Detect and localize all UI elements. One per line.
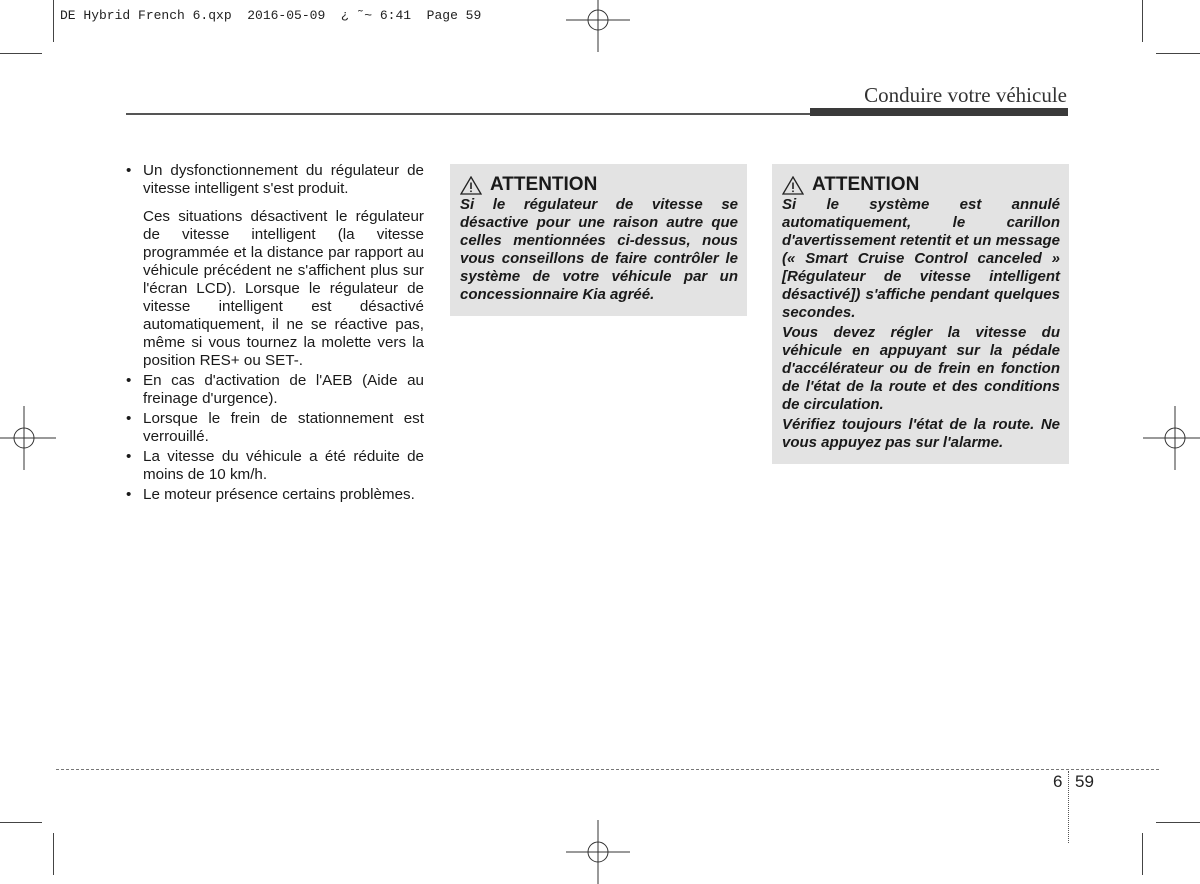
attention-text: Si le système est annulé automatiquement, le carillon d'avertissement retentit et un message (« Smart Cruise Control canceled » [Régulateur de vitesse intelligent désactivé]) s'affiche pendant quelques secondes. (782, 196, 1060, 321)
attention-box (450, 164, 747, 316)
crop-mark (1142, 833, 1143, 875)
crop-mark (1142, 0, 1143, 42)
footer-rule (56, 769, 1159, 770)
header-rule (126, 113, 810, 115)
warning-triangle-icon (782, 176, 804, 195)
warning-triangle-icon (460, 176, 482, 195)
bullet-list (126, 372, 424, 504)
left-column (126, 162, 424, 506)
attention-text: Vérifiez toujours l'état de la route. Ne vous appuyez pas sur l'alarme. (782, 416, 1060, 451)
page-number-divider (1068, 771, 1069, 843)
print-slug: DE Hybrid French 6.qxp 2016-05-09 ¿ ˜~ 6:41 Page 59 (60, 8, 482, 23)
crop-mark (0, 53, 42, 54)
list-item: • En cas d'activation de l'AEB (Aide au freinage d'urgence). (126, 372, 424, 407)
page-number: 59 (1075, 772, 1094, 791)
crop-mark (53, 0, 54, 42)
crop-mark (53, 833, 54, 875)
crop-mark (1156, 822, 1200, 823)
attention-text: Vous devez régler la vitesse du véhicule en appuyant sur la pédale d'accélérateur ou de frein en fonction de l'état de la route et des conditions de circulation. (782, 324, 1060, 413)
registration-mark-icon (566, 0, 630, 52)
running-title: Conduire votre véhicule (864, 83, 1067, 107)
bullet-list (126, 162, 424, 198)
attention-heading (782, 174, 1060, 196)
attention-title: ATTENTION (812, 174, 920, 195)
attention-text: Si le régulateur de vitesse se désactive pour une raison autre que celles mentionnées ci-dessus, nous vous conseillons de faire contrôler le système de votre véhicule par un concessionnaire Kia agréé. (460, 196, 738, 303)
attention-heading (460, 174, 738, 196)
attention-box (772, 164, 1069, 464)
body-paragraph: Ces situations désactivent le régulateur de vitesse intelligent (la vitesse programmée et la distance par rapport au véhicule précédent ne s'affichent plus sur l'écran LCD). Lorsque le régulateur de vitesse intelligent est désactivé automatiquement, il ne se réactive pas, même si vous tournez la molette vers la position RES+ ou SET-. (143, 208, 424, 369)
list-item: • Le moteur présence certains problèmes. (126, 486, 415, 503)
crop-mark (1156, 53, 1200, 54)
list-item: • Lorsque le frein de stationnement est verrouillé. (126, 410, 424, 445)
list-item: • La vitesse du véhicule a été réduite de moins de 10 km/h. (126, 448, 424, 483)
header-bar (810, 108, 1068, 116)
registration-mark-icon (0, 406, 56, 470)
list-item: • Un dysfonctionnement du régulateur de vitesse intelligent s'est produit. (126, 162, 424, 197)
crop-mark (0, 822, 42, 823)
attention-title: ATTENTION (490, 174, 598, 195)
registration-mark-icon (1143, 406, 1200, 470)
chapter-number: 6 (1053, 772, 1063, 791)
registration-mark-icon (566, 820, 630, 884)
